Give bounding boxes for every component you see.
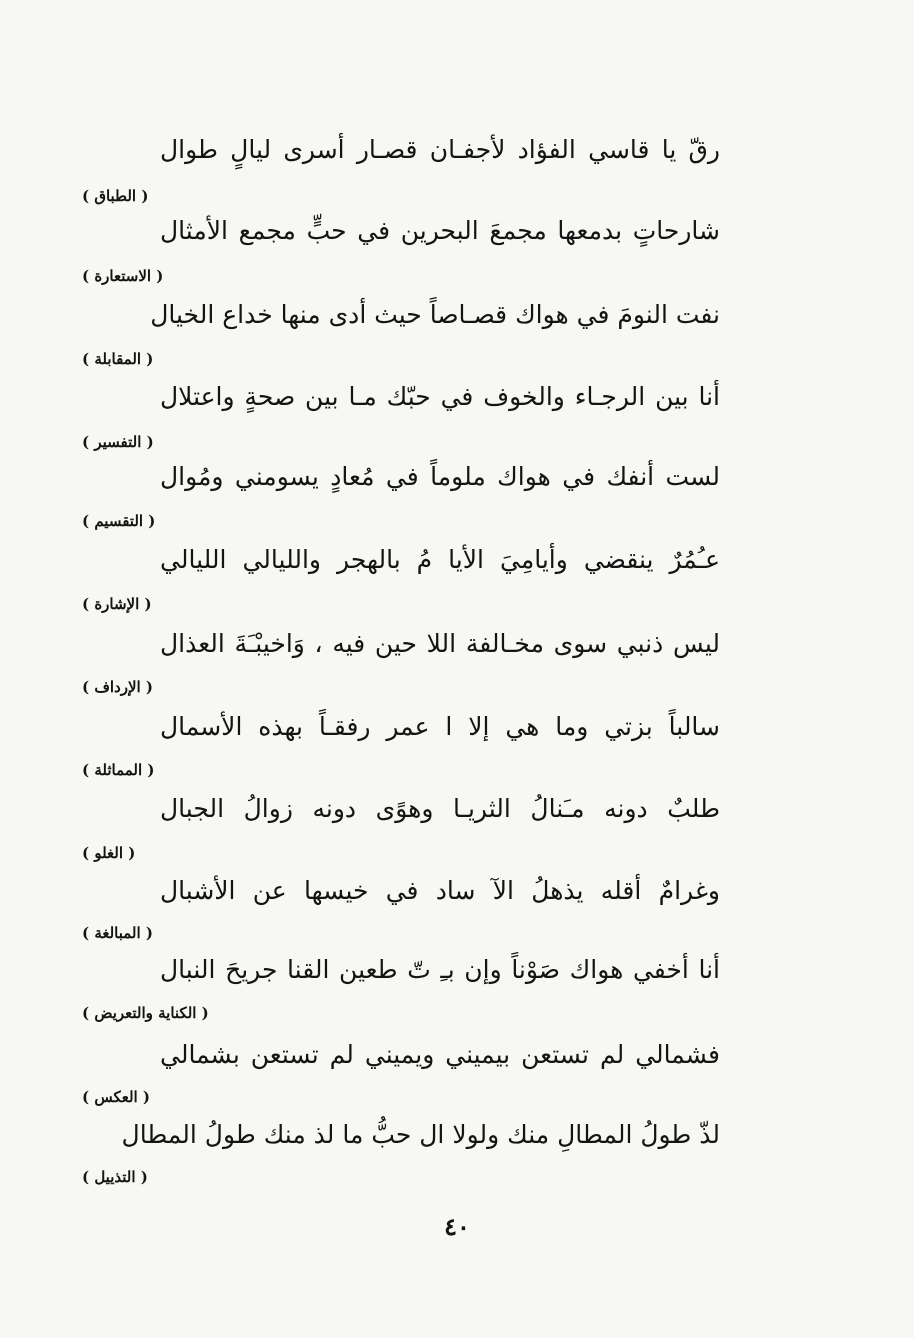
verse-text: عـُمُرٌ ينقضي وأيامِيَ الأيا مُ بالهجر والليالي الليالي bbox=[160, 545, 720, 574]
verse-text: لست أنفك في هواك ملوماً في مُعادٍ يسومني ومُوال bbox=[160, 462, 720, 491]
page-number: ٤٠ bbox=[444, 1212, 470, 1241]
verse-line bbox=[150, 133, 720, 167]
rhetorical-device-label: ( الإشارة ) bbox=[82, 595, 152, 613]
verse-text: ليس ذنبي سوى مخـالفة اللا حين فيه ، وَاخيبْـَةَ العذال bbox=[160, 629, 720, 658]
verse-text: أنا أخفي هواك صَوْناً وإن بـِ تّ طعين القنا جريحَ النبال bbox=[160, 955, 720, 984]
verse-line bbox=[150, 543, 720, 577]
verse-line bbox=[150, 1038, 720, 1072]
verse-text: شارحاتٍ بدمعها مجمعَ البحرين في حبٍّ مجمع الأمثال bbox=[160, 216, 720, 245]
verse-line bbox=[150, 874, 720, 908]
rhetorical-device-label: ( المماثلة ) bbox=[82, 761, 155, 779]
verse-line bbox=[150, 710, 720, 744]
verse-text: أنا بين الرجـاء والخوف في حبّك مـا بين صحةٍ واعتلال bbox=[160, 382, 720, 411]
verse-line bbox=[150, 460, 720, 494]
rhetorical-device-label: ( التذييل ) bbox=[82, 1168, 148, 1186]
rhetorical-device-label: ( الإرداف ) bbox=[82, 678, 154, 696]
verse-line bbox=[150, 214, 720, 248]
verse-line bbox=[150, 627, 720, 661]
verse-text: نفت النومَ في هواك قصـاصاً حيث أدى منها خداع الخيال bbox=[150, 300, 720, 329]
verse-line bbox=[150, 298, 720, 332]
verse-line bbox=[150, 792, 720, 826]
verse-line bbox=[150, 953, 720, 987]
rhetorical-device-label: ( الغلو ) bbox=[82, 844, 136, 862]
verse-text: رقّ يا قاسي الفؤاد لأجفـان قصـار أسرى ليالٍ طوال bbox=[160, 135, 720, 164]
rhetorical-device-label: ( العكس ) bbox=[82, 1088, 151, 1106]
rhetorical-device-label: ( الكناية والتعريض ) bbox=[82, 1004, 209, 1022]
verse-text: طلبٌ دونه مـَنالُ الثريـا وهوًى دونه زوالُ الجبال bbox=[160, 794, 720, 823]
rhetorical-device-label: ( التقسيم ) bbox=[82, 512, 156, 530]
verse-text: فشمالي لم تستعن بيميني ويميني لم تستعن بشمالي bbox=[160, 1040, 720, 1069]
rhetorical-device-label: ( المبالغة ) bbox=[82, 924, 153, 942]
rhetorical-device-label: ( المقابلة ) bbox=[82, 350, 154, 368]
rhetorical-device-label: ( الاستعارة ) bbox=[82, 267, 164, 285]
rhetorical-device-label: ( الطباق ) bbox=[82, 187, 149, 205]
rhetorical-device-label: ( التفسير ) bbox=[82, 433, 154, 451]
verse-line bbox=[150, 380, 720, 414]
verse-text: وغرامٌ أقله يذهلُ الآ ساد في خيسها عن الأشبال bbox=[160, 876, 720, 905]
verse-line bbox=[121, 1118, 720, 1152]
verse-text: سالباً بزتي وما هي إلا ا عمر رفقـاً بهذه الأسمال bbox=[160, 712, 720, 741]
verse-text: لذّ طولُ المطالِ منك ولولا ال حبُّ ما لذ منك طولُ المطال bbox=[121, 1120, 720, 1149]
